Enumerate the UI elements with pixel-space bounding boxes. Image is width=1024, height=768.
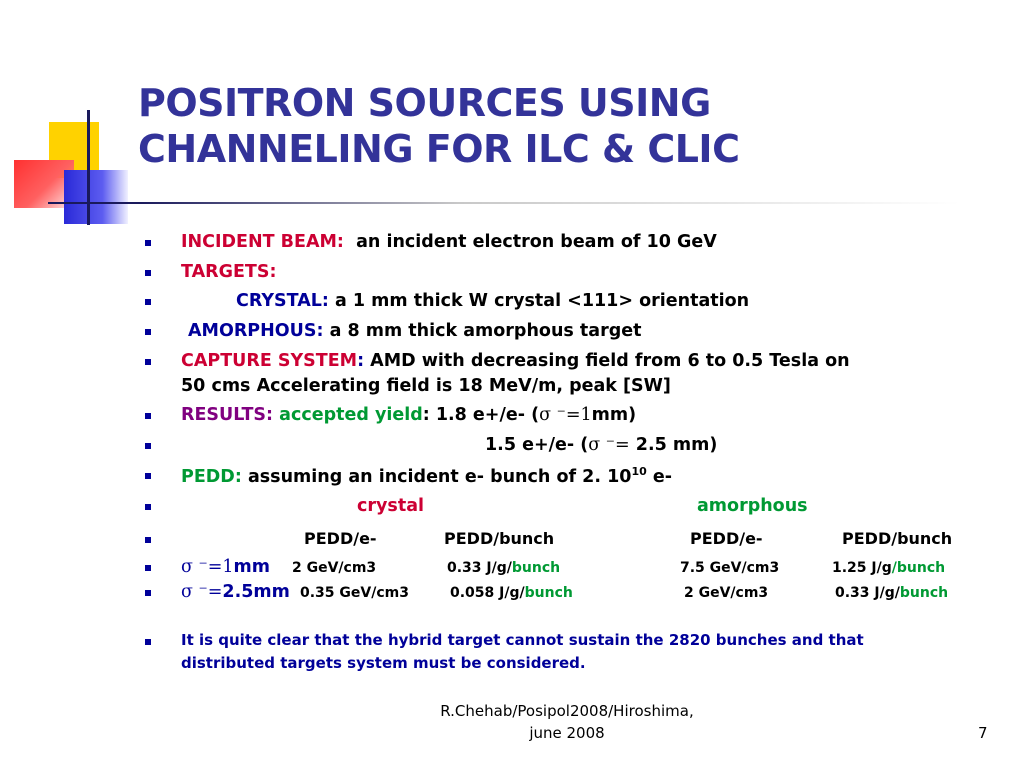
- row2-pedd-bunch-crystal: 0.058 J/g/: [450, 585, 525, 601]
- title-underline: [48, 202, 960, 204]
- sigma-symbol: σ ⁻=: [181, 582, 223, 602]
- pedd-exponent: 10: [631, 465, 647, 478]
- results-yield-1-unit: mm): [591, 405, 637, 425]
- crystal-label: CRYSTAL:: [236, 291, 329, 311]
- bullet-marker: [145, 639, 151, 645]
- incident-beam-text: an incident electron beam of 10 GeV: [356, 232, 717, 252]
- bullet-marker: [145, 590, 151, 596]
- amorphous-label: AMORPHOUS:: [188, 321, 324, 341]
- row2-bunch-unit-amorphous: bunch: [899, 585, 949, 601]
- results-yield-2: 1.5 e+/e- (: [485, 435, 589, 455]
- conclusion-line2: distributed targets system must be considered.: [181, 654, 586, 672]
- row2-bunch-unit: bunch: [524, 585, 573, 601]
- conclusion-line1: It is quite clear that the hybrid target cannot sustain the 2820 bunches and that: [181, 631, 864, 649]
- decor-vertical-line: [87, 110, 90, 225]
- sigma-symbol: σ ⁻=1: [539, 405, 592, 425]
- bullet-marker: [145, 299, 151, 305]
- row1-bunch-unit-amorphous: /bunch: [891, 560, 946, 576]
- capture-text-line2: 50 cms Accelerating field is 18 MeV/m, peak [SW]: [181, 376, 671, 396]
- bullet-marker: [145, 537, 151, 543]
- sigma-symbol: σ ⁻=1: [181, 557, 234, 577]
- pedd-text: assuming an incident e- bunch of 2. 10: [247, 466, 632, 487]
- sigma-symbol: σ ⁻=: [588, 435, 630, 455]
- col-header-pedd-bunch-amorphous: PEDD/bunch: [842, 529, 953, 548]
- capture-colon: :: [357, 351, 365, 371]
- decor-blue-square: [64, 170, 128, 224]
- results-yield-1: : 1.8 e+/e- (: [422, 405, 540, 425]
- bullet-marker: [145, 270, 151, 276]
- pedd-tail: e-: [646, 466, 672, 487]
- col-header-pedd-e-amorphous: PEDD/e-: [690, 529, 763, 548]
- bullet-marker: [145, 473, 151, 479]
- incident-beam-label: INCIDENT BEAM:: [181, 232, 344, 252]
- bullet-marker: [145, 504, 151, 510]
- row1-bunch-unit: bunch: [511, 560, 561, 576]
- row1-pedd-e-amorphous: 7.5 GeV/cm3: [680, 560, 780, 576]
- bullet-marker: [145, 413, 151, 419]
- capture-text-line1: AMD with decreasing field from 6 to 0.5 Tesla on: [370, 351, 850, 371]
- pedd-label: PEDD:: [181, 466, 242, 487]
- group-crystal: crystal: [357, 496, 425, 516]
- footer-credit-line2: june 2008: [529, 724, 605, 742]
- group-amorphous: amorphous: [697, 496, 808, 516]
- row1-pedd-e-crystal: 2 GeV/cm3: [292, 560, 377, 576]
- crystal-text: a 1 mm thick W crystal <111> orientation: [335, 291, 750, 311]
- results-accepted-yield: accepted yield: [279, 405, 423, 425]
- footer-credit-line1: R.Chehab/Posipol2008/Hiroshima,: [440, 702, 694, 720]
- bullet-marker: [145, 565, 151, 571]
- bullet-marker: [145, 359, 151, 365]
- amorphous-text: a 8 mm thick amorphous target: [329, 321, 642, 341]
- targets-label: TARGETS:: [181, 262, 277, 282]
- row1-pedd-bunch-crystal: 0.33 J/g/: [447, 560, 512, 576]
- row2-label: 2.5mm: [222, 582, 290, 602]
- row2-pedd-e-amorphous: 2 GeV/cm3: [684, 585, 769, 601]
- col-header-pedd-e-crystal: PEDD/e-: [304, 529, 377, 548]
- bullet-marker: [145, 329, 151, 335]
- capture-label: CAPTURE SYSTEM: [181, 351, 358, 371]
- row1-pedd-bunch-amorphous: 1.25 J/g: [832, 560, 892, 576]
- row1-label: mm: [233, 557, 271, 577]
- results-yield-2-unit: 2.5 mm): [629, 435, 718, 455]
- col-header-pedd-bunch-crystal: PEDD/bunch: [444, 529, 555, 548]
- bullet-marker: [145, 240, 151, 246]
- page-number: 7: [978, 724, 988, 742]
- bullet-marker: [145, 443, 151, 449]
- row2-pedd-e-crystal: 0.35 GeV/cm3: [300, 585, 409, 601]
- footer-credit: [412, 700, 722, 744]
- row2-pedd-bunch-amorphous: 0.33 J/g/: [835, 585, 900, 601]
- results-label: RESULTS:: [181, 405, 274, 425]
- slide-title: POSITRON SOURCES USING CHANNELING FOR ILC & CLIC: [138, 81, 740, 171]
